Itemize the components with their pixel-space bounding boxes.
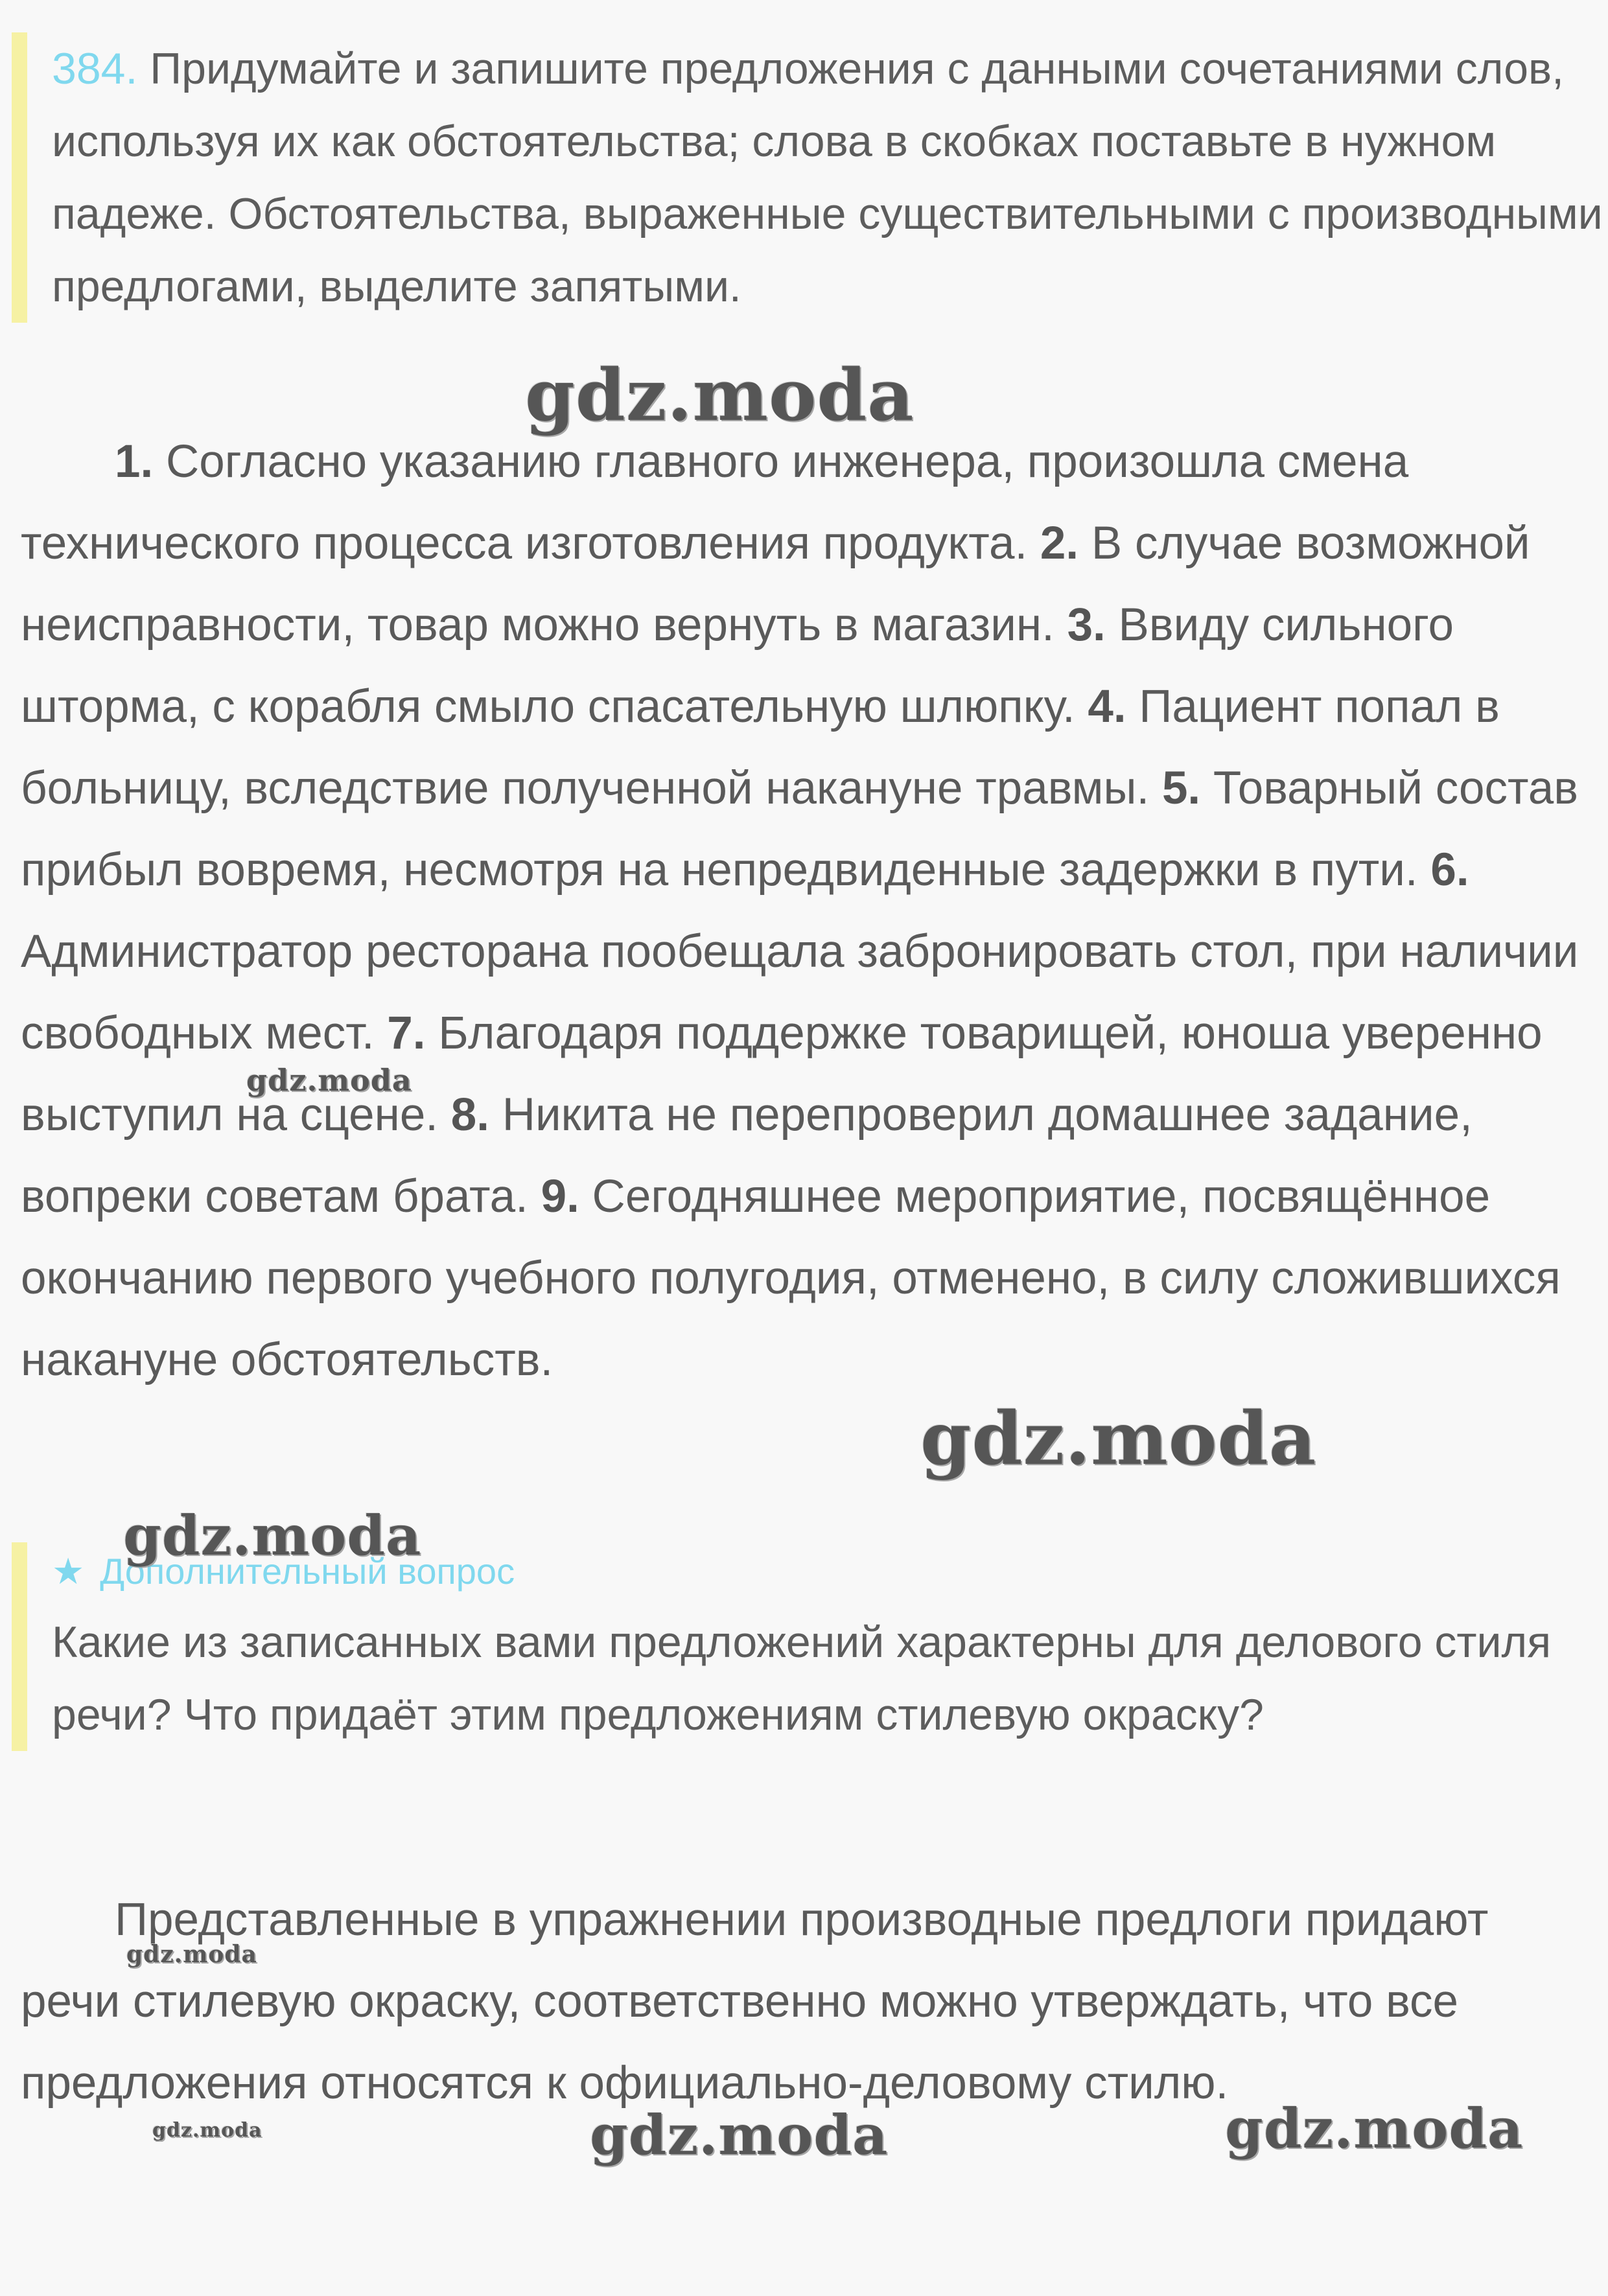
answer-block [21,421,1596,1401]
watermark-logo: gdz.moda [1225,2096,1524,2161]
task-text: Придумайте и запишите предложения с данными сочетаниями слов, используя их как обстоятельства; слова в скобках поставьте в нужном падеже. Обстоятельства, выраженные существительными с производными предлогами, выделите запятыми. [52,44,1603,311]
watermark-logo: gdz.moda [920,1397,1317,1481]
answer-item-number: 7. [387,1008,426,1059]
answer-paragraph [21,421,1596,1401]
final-answer-text: Представленные в упражнении производные предлоги придают речи стилевую окраску, соответственно можно утверждать, что все предложения относятся к официально-деловому стилю. [21,1894,1489,2109]
watermark-logo: gdz.moda [246,1063,412,1098]
answer-item-text: Благодаря поддержке товарищей, юноша уверенно выступил на сцене. [21,1008,1543,1141]
answer-item-number: 2. [1040,518,1079,569]
star-icon: ★ [52,1551,85,1592]
additional-question-text: Какие из записанных вами предложений характерны для делового стиля речи? Что придаёт этим предложениям стилевую окраску? [52,1618,1552,1739]
answer-item-text: Согласно указанию главного инженера, произошла смена технического процесса изготовления продукта. [21,436,1409,569]
answer-item-text: Никита не перепроверил домашнее задание, вопреки советам брата. [21,1089,1473,1222]
task-block [12,32,1608,323]
answer-item-text: Товарный состав прибыл вовремя, несмотря на непредвиденные задержки в пути. [21,763,1578,896]
answer-item-number: 1. [115,436,154,487]
answer-item-number: 4. [1088,681,1126,732]
answer-item-text: Пациент попал в больницу, вследствие полученной накануне травмы. [21,681,1500,814]
answer-item-text: Сегодняшнее мероприятие, посвящённое окончанию первого учебного полугодия, отменено, в силу сложившихся накануне обстоятельств. [21,1171,1561,1386]
answer-item-number: 3. [1067,599,1106,651]
additional-question-block [12,1542,1608,1751]
answer-item-number: 5. [1161,763,1201,814]
answer-item-number: 8. [450,1089,489,1141]
answer-item-text: Администратор ресторана пообещала забронировать стол, при наличии свободных мест. [21,926,1579,1059]
additional-question-title: Дополнительный вопрос [100,1551,515,1592]
watermark-logo: gdz.moda [126,1941,257,1968]
answer-item-text: Ввиду сильного шторма, с корабля смыло спасательную шлюпку. [21,599,1454,732]
watermark-logo: gdz.moda [590,2103,889,2167]
final-answer-block [21,1879,1596,2124]
answer-item-text: В случае возможной неисправности, товар можно вернуть в магазин. [21,518,1530,651]
answer-item-number: 6. [1430,844,1469,896]
answer-item-number: 9. [541,1171,579,1222]
watermark-logo: gdz.moda [123,1503,422,1568]
watermark-logo: gdz.moda [525,353,915,437]
task-number: 384. [52,44,138,93]
watermark-logo: gdz.moda [152,2119,262,2142]
